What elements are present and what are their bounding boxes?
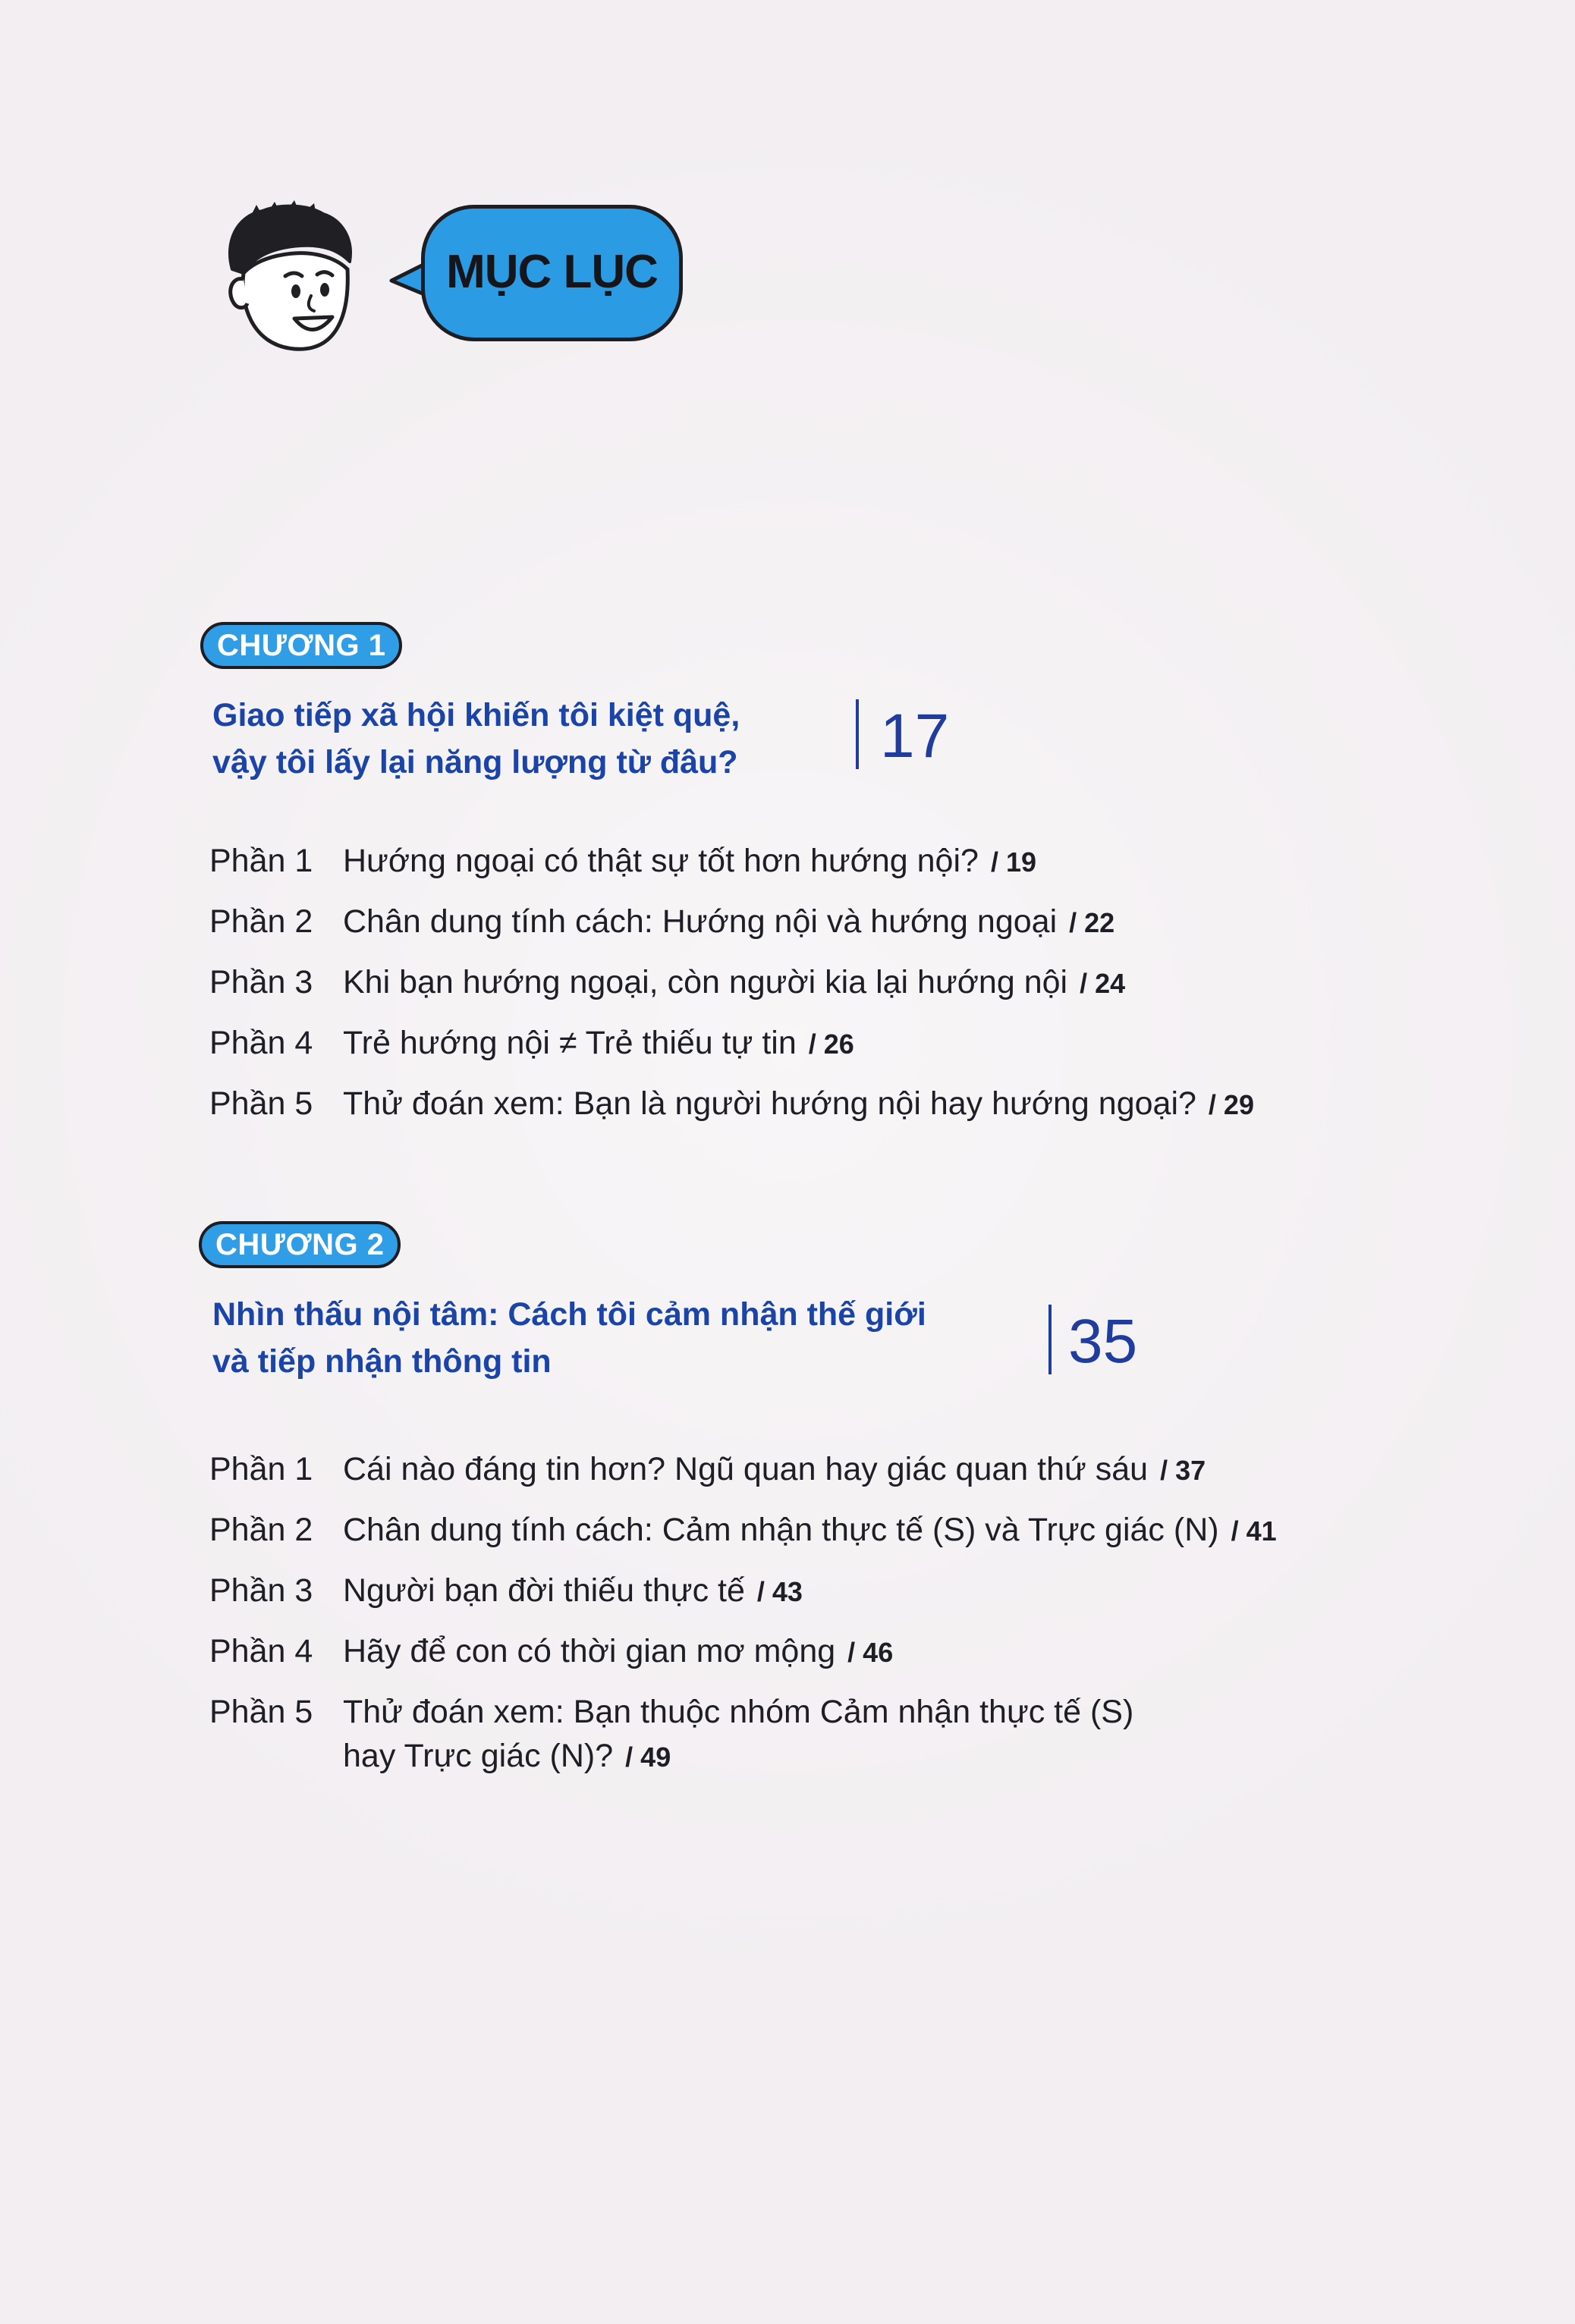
chapter-2-part-3 bbox=[209, 1569, 803, 1614]
part-title: Người bạn đời thiếu thực tế bbox=[343, 1572, 745, 1609]
title-bubble bbox=[421, 205, 683, 341]
chapter-2-part-2 bbox=[209, 1508, 1277, 1553]
chapter-2-page-number: 35 bbox=[1068, 1307, 1138, 1376]
chapter-1-title-line-1: Giao tiếp xã hội khiến tôi kiệt quệ, bbox=[212, 697, 740, 733]
chapter-2-title-line-1: Nhìn thấu nội tâm: Cách tôi cảm nhận thế giới bbox=[212, 1296, 926, 1333]
boy-mascot-icon bbox=[209, 197, 376, 364]
part-page: / 46 bbox=[847, 1637, 894, 1668]
part-title: Thử đoán xem: Bạn là người hướng nội hay hướng ngoại? bbox=[343, 1085, 1196, 1122]
chapter-1-part-2 bbox=[209, 900, 1114, 945]
part-title: Cái nào đáng tin hơn? Ngũ quan hay giác quan thứ sáu bbox=[343, 1451, 1149, 1487]
part-label: Phần 5 bbox=[209, 1085, 313, 1122]
chapter-2-page-divider bbox=[1048, 1305, 1052, 1374]
part-title: Khi bạn hướng ngoại, còn người kia lại hướng nội bbox=[343, 964, 1068, 1000]
part-label: Phần 2 bbox=[209, 903, 313, 940]
part-title: Chân dung tính cách: Cảm nhận thực tế (S) và Trực giác (N) bbox=[343, 1512, 1219, 1548]
chapter-1-page-number: 17 bbox=[880, 702, 950, 771]
chapter-1-badge: CHƯƠNG 1 bbox=[200, 622, 402, 669]
part-label: Phần 2 bbox=[209, 1512, 313, 1548]
part-label: Phần 5 bbox=[209, 1694, 313, 1730]
chapter-2-part-4 bbox=[209, 1629, 893, 1675]
chapter-2-title-line-2: và tiếp nhận thông tin bbox=[212, 1343, 552, 1380]
part-label: Phần 1 bbox=[209, 1451, 313, 1487]
part-page: / 19 bbox=[990, 846, 1036, 878]
chapter-1-part-5 bbox=[209, 1082, 1254, 1127]
chapter-1-title-line-2: vậy tôi lấy lại năng lượng từ đâu? bbox=[212, 744, 738, 780]
part-page: / 41 bbox=[1231, 1515, 1277, 1547]
part-page: / 49 bbox=[625, 1741, 671, 1773]
part-title: Thử đoán xem: Bạn thuộc nhóm Cảm nhận thực tế (S) bbox=[343, 1694, 1134, 1730]
part-label: Phần 3 bbox=[209, 1572, 313, 1609]
part-label: Phần 1 bbox=[209, 843, 313, 879]
chapter-2-badge: CHƯƠNG 2 bbox=[199, 1221, 401, 1268]
page-title: MỤC LỤC bbox=[446, 245, 658, 298]
part-label: Phần 4 bbox=[209, 1025, 313, 1061]
part-page: / 26 bbox=[808, 1029, 854, 1060]
chapter-1-part-1 bbox=[209, 839, 1036, 884]
chapter-2-title bbox=[212, 1291, 926, 1385]
part-title-continued: hay Trực giác (N)? bbox=[343, 1738, 614, 1774]
part-page: / 43 bbox=[756, 1576, 803, 1607]
part-page: / 24 bbox=[1080, 968, 1126, 999]
chapter-2-part-1 bbox=[209, 1447, 1206, 1493]
part-page: / 37 bbox=[1160, 1455, 1206, 1486]
chapter-2-part-5 bbox=[209, 1690, 1133, 1779]
part-page: / 29 bbox=[1208, 1089, 1254, 1120]
part-title: Trẻ hướng nội ≠ Trẻ thiếu tự tin bbox=[343, 1025, 797, 1061]
part-title: Hướng ngoại có thật sự tốt hơn hướng nội? bbox=[343, 843, 979, 879]
part-label: Phần 4 bbox=[209, 1633, 313, 1669]
part-label: Phần 3 bbox=[209, 964, 313, 1000]
chapter-1-part-3 bbox=[209, 960, 1125, 1006]
part-title: Chân dung tính cách: Hướng nội và hướng ngoại bbox=[343, 903, 1058, 940]
chapter-1-part-4 bbox=[209, 1021, 854, 1066]
chapter-1-page-divider bbox=[856, 699, 859, 769]
part-title: Hãy để con có thời gian mơ mộng bbox=[343, 1633, 836, 1669]
part-page: / 22 bbox=[1069, 907, 1115, 938]
chapter-1-title bbox=[212, 692, 740, 786]
